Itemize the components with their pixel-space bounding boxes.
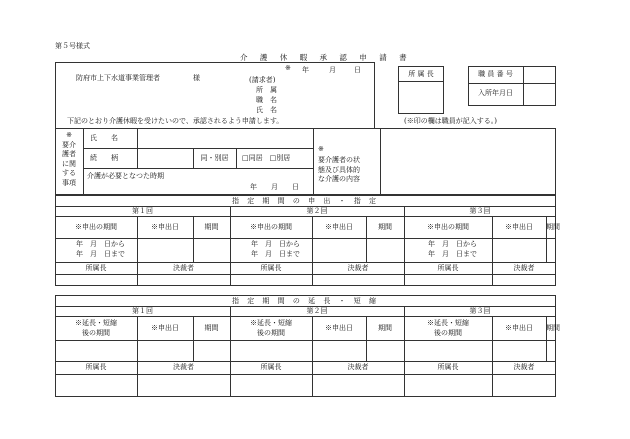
designated-term-header-2: 期間 xyxy=(378,223,392,231)
extension-date-header-2: ※申出日 xyxy=(325,324,353,332)
date-year-label: 年 xyxy=(302,66,309,74)
note-mark: ※ xyxy=(285,64,291,72)
designated-round-2: 第２回 xyxy=(306,207,328,215)
designated-from-2: 年 月 日から xyxy=(251,240,300,248)
extension-approver-final-2: 決裁者 xyxy=(347,363,369,371)
care-relation-label: 続 柄 xyxy=(90,154,118,162)
extension-round-2: 第２回 xyxy=(306,307,328,315)
cohab-label: 同・別居 xyxy=(200,154,229,162)
extension-period-header-1a: ※延長・短縮 xyxy=(75,319,117,327)
position-label: 職 名 xyxy=(256,96,277,104)
designated-term-header-1: 期間 xyxy=(204,223,219,231)
designated-approver-head-2: 所属長 xyxy=(260,264,282,272)
extension-date-header-3: ※申出日 xyxy=(505,324,533,332)
name-label: 氏 名 xyxy=(256,106,277,114)
care-name-label: 氏 名 xyxy=(90,134,118,142)
date-day-label: 日 xyxy=(354,66,361,74)
applicant-label: (請求者) xyxy=(249,76,276,84)
extension-round-1: 第１回 xyxy=(132,307,153,315)
designated-term-header-3: 期間 xyxy=(546,223,560,231)
extension-term-header-2: 期間 xyxy=(378,324,392,332)
designated-from-3: 年 月 日から xyxy=(428,240,477,248)
extension-period-header-2a: ※延長・短縮 xyxy=(250,319,292,327)
care-need-date: 年 月 日 xyxy=(250,183,299,191)
extension-period-header-1b: 後の期間 xyxy=(82,329,110,337)
footnote: (※印の欄は職員が記入する。) xyxy=(404,117,497,125)
date-month-label: 月 xyxy=(329,66,336,74)
form-number: 第５号様式 xyxy=(55,42,90,50)
extension-approver-final-1: 決裁者 xyxy=(173,363,194,371)
designated-date-header-3: ※申出日 xyxy=(505,223,533,231)
designated-approver-final-1: 決裁者 xyxy=(173,264,194,272)
hire-date-label: 入所年月日 xyxy=(478,89,513,97)
designated-to-1: 年 月 日まで xyxy=(76,250,125,258)
extension-period-header-3a: ※延長・短縮 xyxy=(427,319,469,327)
care-section-box xyxy=(55,128,556,195)
designated-period-header-1: ※申出の期間 xyxy=(75,223,117,231)
application-statement: 下記のとおり介護休暇を受けたいので、承認されるよう申請します。 xyxy=(67,117,284,125)
recipient-name: 防府市上下水道事業管理者 xyxy=(76,74,160,82)
employee-no-label: 職 員 番 号 xyxy=(478,70,513,78)
designated-heading: 指 定 期 間 の 申 出 ・ 指 定 xyxy=(231,197,380,205)
extension-approver-head-2: 所属長 xyxy=(260,363,282,371)
extension-approver-head-3: 所属長 xyxy=(437,363,459,371)
designated-round-1: 第１回 xyxy=(132,207,153,215)
extension-term-header-3: 期間 xyxy=(546,324,560,332)
designated-approver-head-1: 所属長 xyxy=(85,264,107,272)
extension-term-header-1: 期間 xyxy=(204,324,219,332)
designated-from-1: 年 月 日から xyxy=(76,240,125,248)
form-title: 介 護 休 暇 承 認 申 請 書 xyxy=(240,53,412,62)
extension-period-header-2b: 後の期間 xyxy=(257,329,285,337)
designated-date-header-2: ※申出日 xyxy=(325,223,353,231)
extension-heading: 指 定 期 間 の 延 長 ・ 短 縮 xyxy=(231,297,380,305)
designated-to-2: 年 月 日まで xyxy=(251,250,300,258)
designated-approver-final-2: 決裁者 xyxy=(347,264,369,272)
extension-period-header-3b: 後の期間 xyxy=(434,329,462,337)
recipient-honorific: 様 xyxy=(193,74,200,82)
designated-approver-final-3: 決裁者 xyxy=(513,264,535,272)
dept-label: 所 属 xyxy=(256,86,277,94)
designated-period-header-2: ※申出の期間 xyxy=(250,223,292,231)
designated-period-header-3: ※申出の期間 xyxy=(427,223,469,231)
extension-approver-final-3: 決裁者 xyxy=(513,363,535,371)
designated-approver-head-3: 所属長 xyxy=(437,264,459,272)
affiliation-head-label: 所 属 長 xyxy=(408,70,434,78)
care-need-label: 介護が必要となつた時期 xyxy=(87,172,164,180)
designated-round-3: 第３回 xyxy=(469,207,491,215)
designated-to-3: 年 月 日まで xyxy=(428,250,477,258)
cohab-options: □同居 □別居 xyxy=(242,154,291,162)
designated-date-header-1: ※申出日 xyxy=(151,223,179,231)
care-detail-label: 要介護者の状 態及び具体的 な介護の内容 xyxy=(318,156,360,183)
extension-date-header-1: ※申出日 xyxy=(151,324,179,332)
extension-round-3: 第３回 xyxy=(469,307,491,315)
care-detail-mark: ※ xyxy=(318,145,324,153)
extension-approver-head-1: 所属長 xyxy=(85,363,107,371)
care-side-label: ※ 要介 護者 に関 する 事項 xyxy=(62,131,76,187)
